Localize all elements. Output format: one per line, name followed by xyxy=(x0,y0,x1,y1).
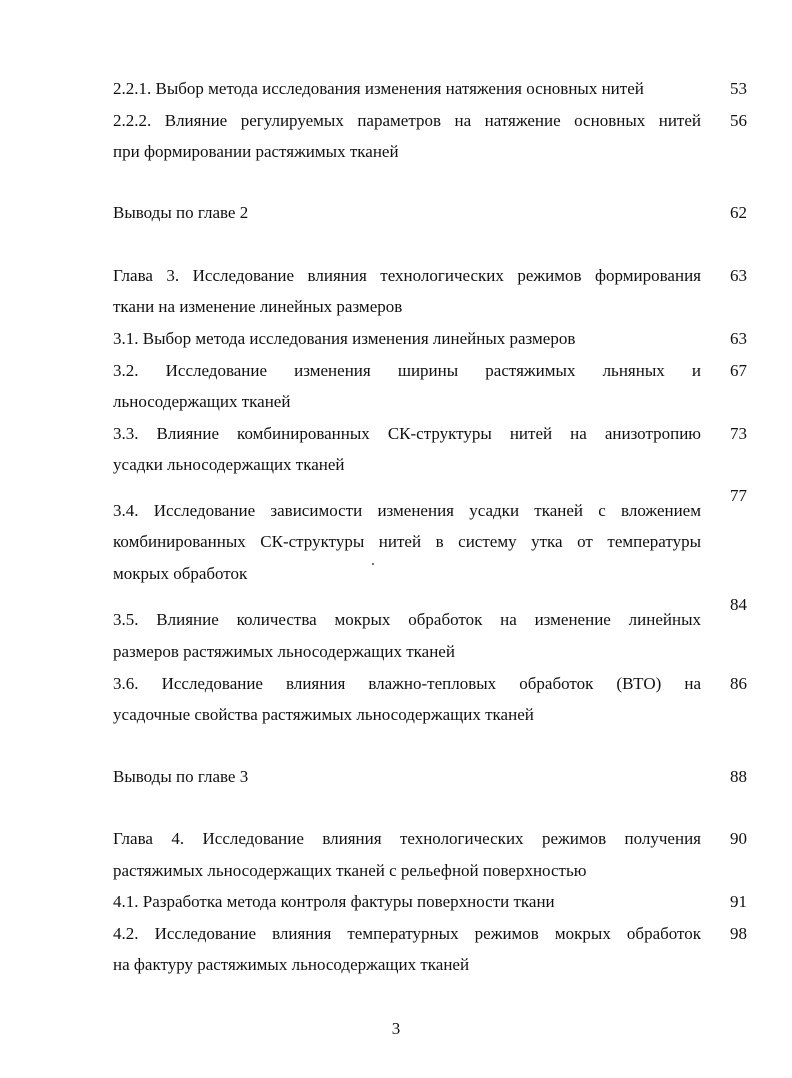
toc-entry-text: при формировании растяжимых тканей xyxy=(113,142,399,161)
toc-entry-text: Выводы по главе 2 xyxy=(113,203,249,222)
toc-entry-text: 4.2. Исследование влияния температурных режимов мокрых обработок xyxy=(113,924,701,943)
toc-entry-text: Глава 4. Исследование влияния технологических режимов получения xyxy=(113,829,701,848)
toc-page-number: 84 xyxy=(730,595,747,614)
toc-entry-text: усадки льносодержащих тканей xyxy=(113,455,345,474)
toc-entry-text: льносодержащих тканей xyxy=(113,392,291,411)
toc-entry-text: 2.2.2. Влияние регулируемых параметров на натяжение основных нитей xyxy=(113,111,701,130)
toc-page-number: 56 xyxy=(730,111,747,130)
toc-page-number: 63 xyxy=(730,329,747,348)
toc-page-number: 77 xyxy=(730,486,747,505)
toc-entry-text: комбинированных СК-структуры нитей в систему утка от температуры xyxy=(113,532,701,551)
toc-page-number: 91 xyxy=(730,892,747,911)
toc-entry-text: на фактуру растяжимых льносодержащих тканей xyxy=(113,955,470,974)
toc-entry-text: размеров растяжимых льносодержащих тканей xyxy=(113,642,455,661)
toc-entry-text: 3.3. Влияние комбинированных СК-структуры нитей на анизотропию xyxy=(113,424,701,443)
toc-entry-text: 4.1. Разработка метода контроля фактуры поверхности ткани xyxy=(113,892,555,911)
toc-entry-text: Выводы по главе 3 xyxy=(113,767,249,786)
toc-page-number: 63 xyxy=(730,266,747,285)
scan-speck xyxy=(372,563,374,565)
toc-entry-text: мокрых обработок xyxy=(113,564,248,583)
toc-page-number: 53 xyxy=(730,79,747,98)
toc-page-number: 86 xyxy=(730,674,747,693)
toc-page-number: 67 xyxy=(730,361,747,380)
toc-page-number: 62 xyxy=(730,203,747,222)
toc-entry-text: 3.5. Влияние количества мокрых обработок на изменение линейных xyxy=(113,610,701,629)
toc-entry-text: 3.1. Выбор метода исследования изменения линейных размеров xyxy=(113,329,576,348)
footer-page-number: 3 xyxy=(391,1019,401,1038)
toc-page-number: 98 xyxy=(730,924,747,943)
toc-entry-text: 2.2.1. Выбор метода исследования изменения натяжения основных нитей xyxy=(113,79,644,98)
toc-entry-text: усадочные свойства растяжимых льносодержащих тканей xyxy=(113,705,534,724)
toc-entry-text: Глава 3. Исследование влияния технологических режимов формирования xyxy=(113,266,701,285)
toc-page-number: 73 xyxy=(730,424,747,443)
toc-page-number: 88 xyxy=(730,767,747,786)
toc-page-number: 90 xyxy=(730,829,747,848)
toc-entry-text: 3.6. Исследование влияния влажно-тепловых обработок (ВТО) на xyxy=(113,674,701,693)
toc-entry-text: 3.4. Исследование зависимости изменения усадки тканей с вложением xyxy=(113,501,701,520)
toc-entry-text: 3.2. Исследование изменения ширины растяжимых льняных и xyxy=(113,361,701,380)
toc-entry-text: растяжимых льносодержащих тканей с рельефной поверхностью xyxy=(113,861,587,880)
toc-entry-text: ткани на изменение линейных размеров xyxy=(113,297,403,316)
